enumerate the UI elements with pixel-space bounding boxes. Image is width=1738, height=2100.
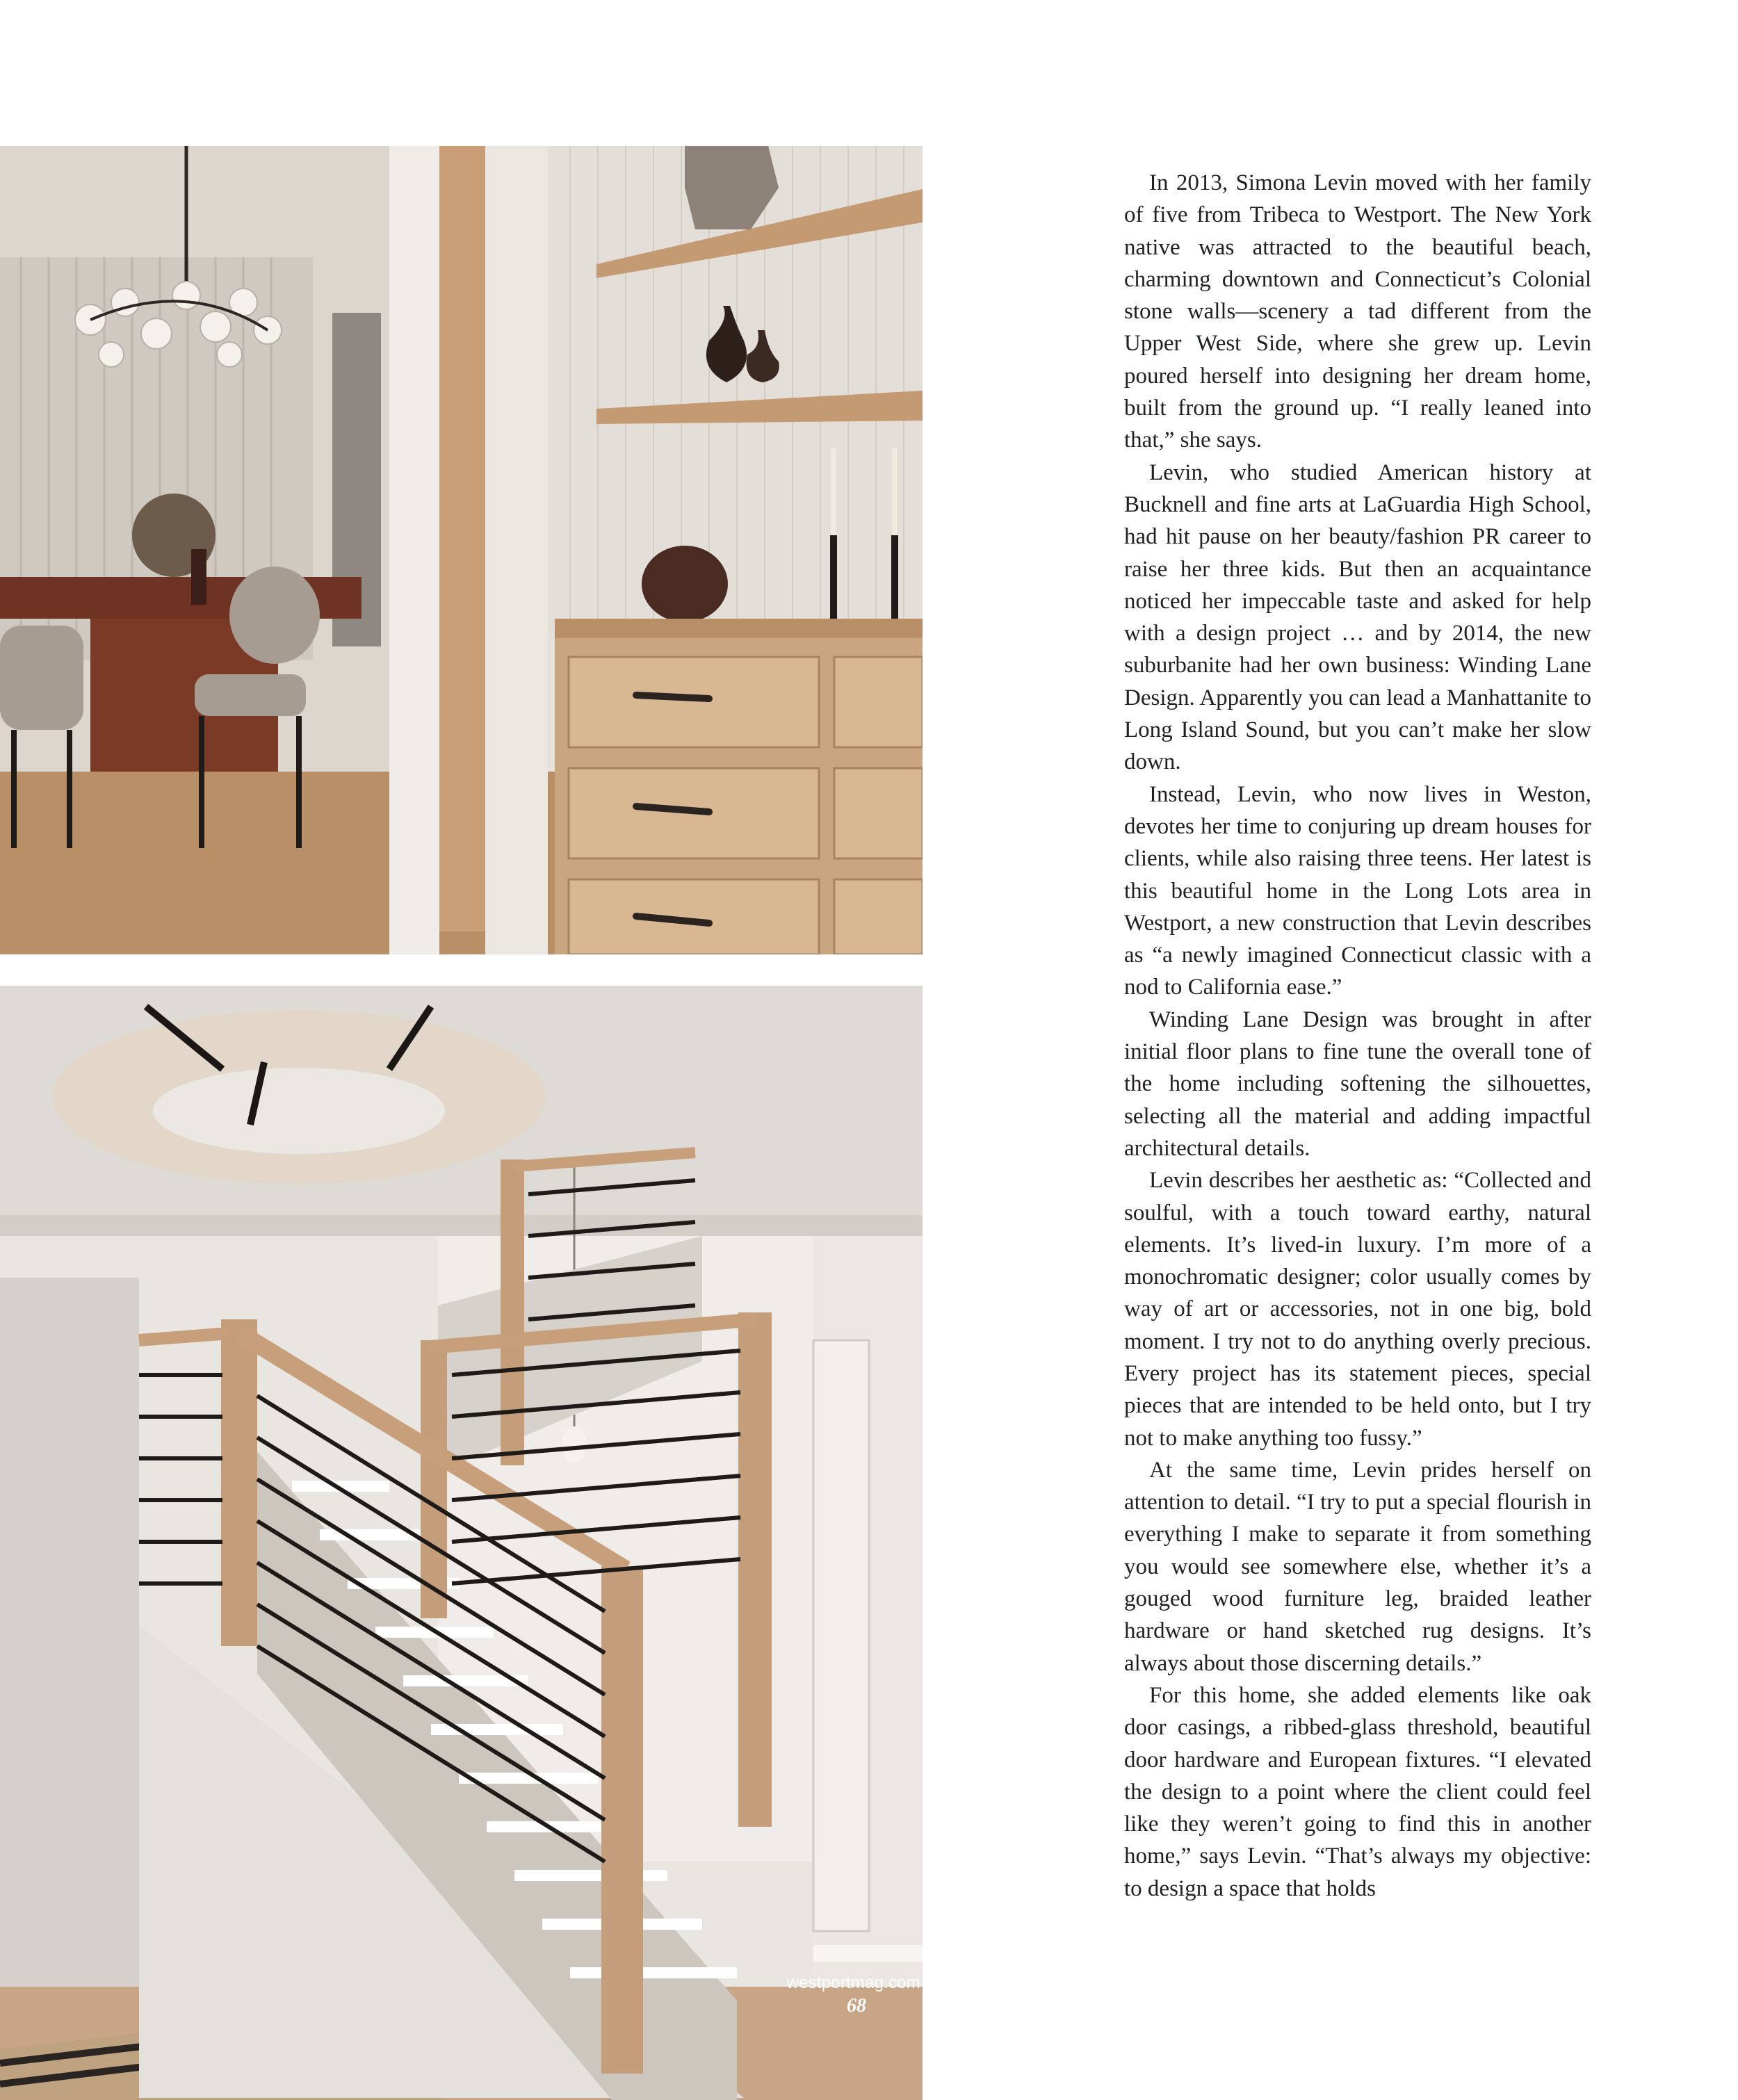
article-paragraph: Instead, Levin, who now lives in Weston, devotes her time to conjuring up dream houses for clients, while also raising three teens. Her latest is this beautiful home in the Long Lots area in Westport, a new construction that Levin describes as “a newly imagined Connecticut classic with a nod to California ease.” <box>1124 781 1591 1000</box>
article-paragraph: At the same time, Levin prides herself on attention to detail. “I try to put a special flourish in everything I make to separate it from something you would see somewhere else, whether it’s a gouged wood furniture leg, braided leather hardware or hand sketched rug designs. It’s always about those discerning details.” <box>1124 1457 1591 1676</box>
staircase-illustration <box>0 986 923 2100</box>
article-paragraph: In 2013, Simona Levin moved with her family of five from Tribeca to Westport. The New York native was attracted to the beautiful beach, charming downtown and Connecticut’s Colonial stone walls—scenery a tad different from the Upper West Side, where she grew up. Levin poured herself into designing her dream home, built from the ground up. “I really leaned into that,” she says. <box>1124 170 1591 453</box>
article-paragraph: Levin describes her aesthetic as: “Collected and soulful, with a touch toward earthy, natural elements. It’s lived-in luxury. I’m more of a monochromatic designer; color usually comes by way of art or accessories, not in one big, bold moment. I try not to do anything overly precious. Every project has its statement pieces, special pieces that are intended to be held onto, but I try not to make anything too fussy.” <box>1124 1168 1591 1451</box>
article-paragraph: Levin, who studied American history at Bucknell and fine arts at LaGuardia High School, had hit pause on her beauty/fashion PR career to raise her three kids. But then an acquaintance noticed her impeccable taste and asked for help with a design project … and by 2014, the new suburbanite had her own business: Winding Lane Design. Apparently you can lead a Manhattanite to Long Island Sound, but you can’t make her slow down. <box>1124 459 1591 775</box>
article-body <box>1124 167 1591 1905</box>
article-paragraph: For this home, she added elements like oak door casings, a ribbed-glass threshold, beautiful door hardware and European fixtures. “I elevated the design to a point where the client could feel like they weren’t going to find this in another home,” says Levin. “That’s always my objective: to design a space that holds <box>1124 1682 1591 1901</box>
dining-room-photo <box>0 146 923 954</box>
page-folio <box>751 1973 920 2019</box>
article-paragraph: Winding Lane Design was brought in after initial floor plans to fine tune the overall tone of the home including softening the silhouettes, selecting all the material and adding impactful architectural details. <box>1124 1007 1591 1161</box>
page-number: 68 <box>847 1995 866 2017</box>
staircase-photo <box>0 986 923 2100</box>
dining-room-illustration <box>0 146 923 954</box>
website-url: westportmag.com <box>786 1973 920 1992</box>
